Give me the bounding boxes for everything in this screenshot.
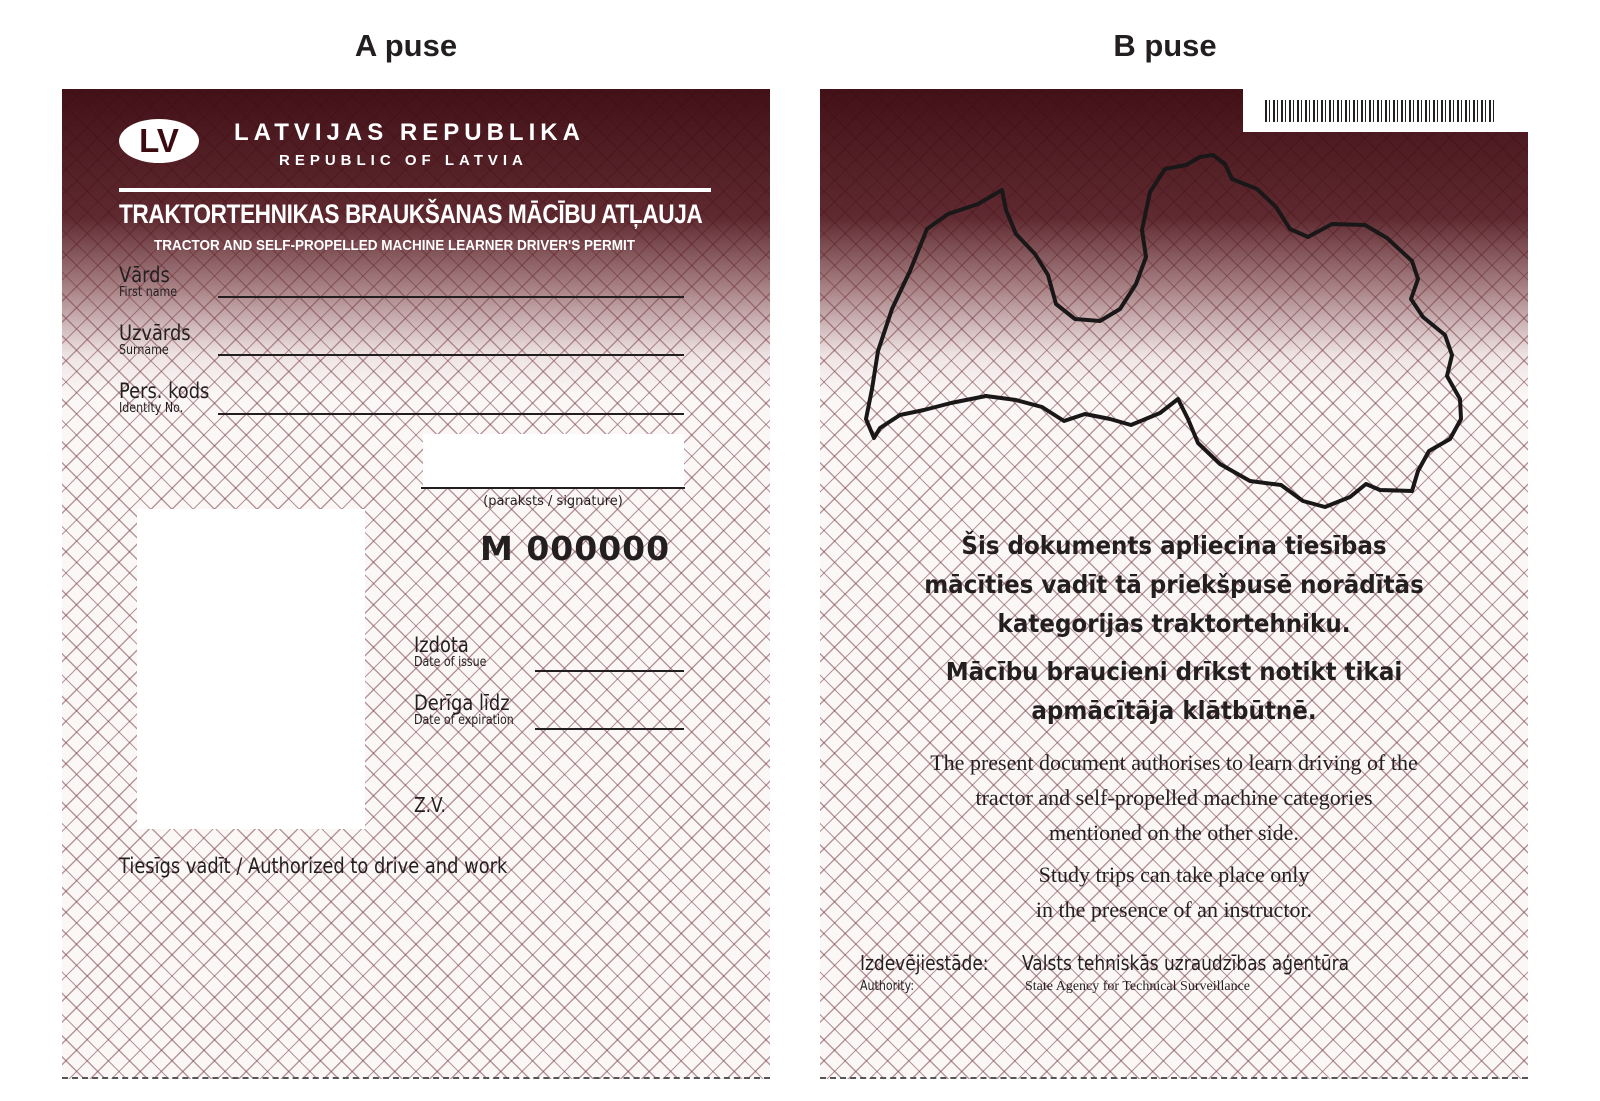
statement-en-line-3: mentioned on the other side. — [1049, 820, 1299, 845]
first-name-label-lv: Vārds — [119, 263, 170, 287]
side-b-heading: B puse — [1113, 28, 1217, 63]
note-en-line-2: in the presence of an instructor. — [1035, 897, 1313, 922]
note-en-line-1: Study trips can take place only — [1038, 862, 1310, 887]
statement-en-line-2: tractor and self-propelled machine categories — [975, 785, 1373, 810]
signature-caption: (paraksts / signature) — [483, 494, 623, 509]
identity-number-label-lv: Pers. kods — [119, 379, 210, 403]
permit-back-side — [820, 89, 1528, 1079]
statement-lv-line-2: mācīties vadīt tā priekšpusē norādītās — [924, 570, 1424, 599]
statement-en-line-1: The present document authorises to learn driving of the — [930, 750, 1418, 775]
note-lv-line-2: apmācītāja klātbūtnē. — [1031, 696, 1317, 725]
authority-label-en: Authority: — [860, 979, 915, 994]
authorized-categories-label: Tiesīgs vadīt / Authorized to drive and work — [119, 854, 508, 878]
document-number: M 000000 — [480, 529, 671, 568]
title-divider — [119, 188, 711, 192]
expiry-date-label-en: Date of expiration — [414, 713, 514, 728]
latvia-outline-icon — [820, 89, 1528, 529]
cut-line — [62, 1077, 770, 1079]
country-code-badge: LV — [119, 119, 199, 163]
issue-date-label-en: Date of issue — [414, 655, 487, 670]
note-lv-line-1: Mācību braucieni drīkst notikt tikai — [945, 657, 1403, 686]
republic-name-en: REPUBLIC OF LATVIA — [279, 152, 528, 169]
permit-title-en: TRACTOR AND SELF-PROPELLED MACHINE LEARNER DRIVER'S PERMIT — [154, 237, 635, 254]
signature-box[interactable] — [423, 434, 684, 489]
stamp-label: Z.V. — [414, 793, 446, 817]
photo-placeholder — [137, 509, 365, 829]
expiry-date-field-line[interactable] — [535, 728, 684, 730]
first-name-label — [119, 264, 187, 300]
statement-lv-line-1: Šis dokuments apliecina tiesības — [961, 531, 1387, 560]
authority-name: Valsts tehniskās uzraudzības aģentūra — [1022, 951, 1350, 975]
authority-label: Izdevējiestāde: — [860, 951, 989, 975]
first-name-field-line[interactable] — [218, 296, 684, 298]
cut-line — [820, 1077, 1528, 1079]
surname-label-lv: Uzvārds — [119, 321, 191, 345]
surname-field-line[interactable] — [218, 354, 684, 356]
authority-name-en: State Agency for Technical Surveillance — [1025, 979, 1251, 994]
identity-number-label-en: Identity No. — [119, 401, 184, 416]
permit-title-lv: TRAKTORTEHNIKAS BRAUKŠANAS MĀCĪBU ATĻAUJA — [119, 199, 703, 229]
permit-front-side — [62, 89, 770, 1079]
signature-line — [421, 487, 685, 489]
identity-number-field-line[interactable] — [218, 413, 684, 415]
issue-date-field-line[interactable] — [535, 670, 684, 672]
republic-name-lv: LATVIJAS REPUBLIKA — [234, 119, 585, 146]
surname-label — [119, 322, 203, 358]
side-a-heading: A puse — [354, 28, 458, 63]
first-name-label-en: First name — [119, 285, 178, 300]
statement-lv-line-3: kategorijas traktortehniku. — [997, 609, 1351, 638]
issue-date-label — [414, 634, 499, 670]
surname-label-en: Surname — [119, 343, 169, 358]
expiry-date-label-lv: Derīga līdz — [414, 691, 510, 715]
expiry-date-label — [414, 692, 531, 728]
identity-number-label — [119, 380, 225, 416]
issue-date-label-lv: Izdota — [414, 633, 469, 657]
